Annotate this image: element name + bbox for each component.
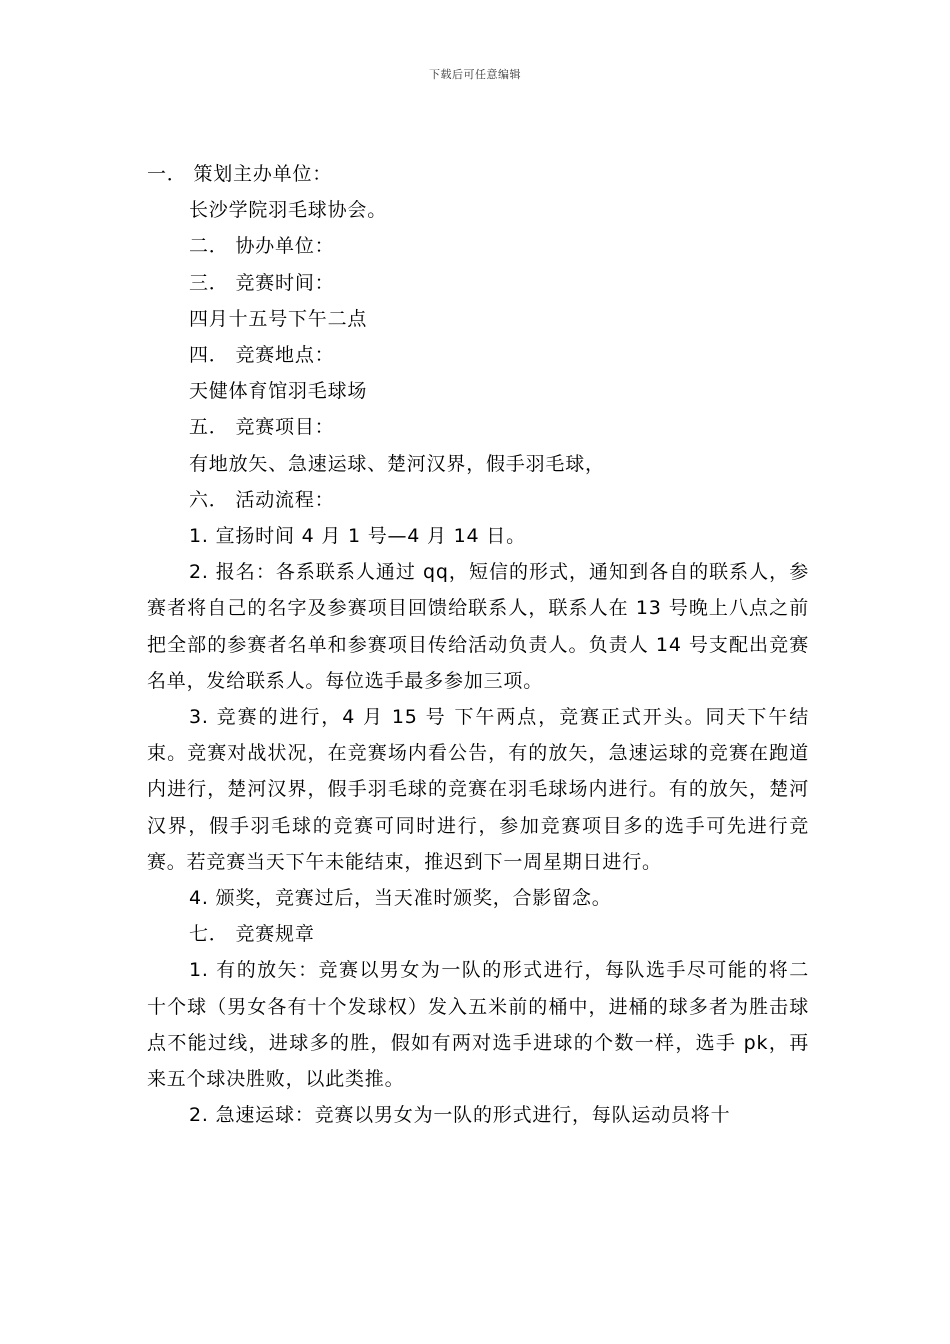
document-body: [147, 156, 809, 1133]
section-heading-co-organizer: 二． 协办单位：: [189, 235, 335, 258]
section-heading-time: 三． 竞赛时间：: [189, 271, 335, 294]
process-step-1: 1. 宣扬时间 4 月 1 号—4 月 14 日。: [189, 525, 526, 548]
event-time: 四月十五号下午二点: [189, 307, 368, 330]
rule-1: 1. 有的放矢：竞赛以男女为一队的形式进行，每队选手尽可能的将二十个球（男女各有十个发球权）发入五米前的桶中，进桶的球多者为胜击球点不能过线，进球多的胜，假如有两对选手进球的个数一样，选手 pk，再来五个球决胜败，以此类推。: [147, 959, 809, 1091]
rule-2: 2. 急速运球：竞赛以男女为一队的形式进行，每队运动员将十: [189, 1104, 731, 1127]
section-heading-organizer: 一． 策划主办单位：: [147, 163, 333, 185]
event-location: 天健体育馆羽毛球场: [189, 380, 368, 403]
organizer-name: 长沙学院羽毛球协会。: [189, 199, 388, 222]
process-step-2: 2. 报名：各系联系人通过 qq，短信的形式，通知到各自的联系人，参赛者将自己的名字及参赛项目回馈给联系人，联系人在 13 号晚上八点之前把全部的参赛者名单和参赛项目传给活动负责人。负责人 14 号支配出竞赛名单，发给联系人。每位选手最多参加三项。: [147, 561, 809, 692]
page-header: 下载后可任意编辑: [429, 68, 521, 81]
section-heading-events: 五． 竞赛项目：: [189, 416, 335, 439]
section-heading-location: 四． 竞赛地点：: [189, 344, 335, 367]
process-step-3: 3. 竞赛的进行，4 月 15 号 下午两点，竞赛正式开头。同天下午结束。竞赛对战状况，在竞赛场内看公告，有的放矢，急速运球的竞赛在跑道内进行，楚河汉界，假手羽毛球的竞赛在羽毛球场内进行。有的放矢，楚河汉界，假手羽毛球的竞赛可同时进行，参加竞赛项目多的选手可先进行竞赛。若竞赛当天下午未能结束，推迟到下一周星期日进行。: [147, 706, 809, 873]
event-list: 有地放矢、急速运球、楚河汉界，假手羽毛球，: [189, 452, 605, 475]
section-heading-rules: 七． 竞赛规章: [189, 923, 315, 946]
process-step-4: 4. 颁奖，竞赛过后，当天准时颁奖，合影留念。: [189, 887, 612, 910]
section-heading-process: 六． 活动流程：: [189, 488, 335, 511]
